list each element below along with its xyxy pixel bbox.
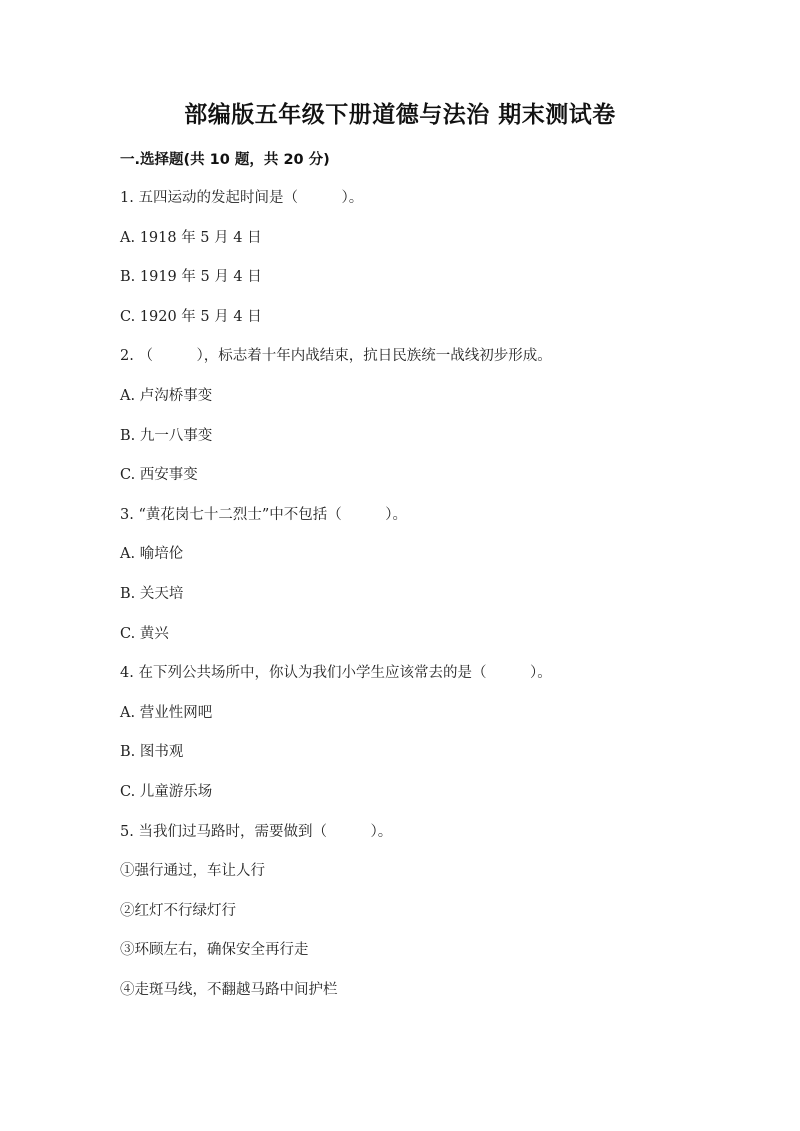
answer-option: A. 1918 年 5 月 4 日 [120,229,262,246]
question-stem: 2. （ ），标志着十年内战结束，抗日民族统一战线初步形成。 [120,348,552,365]
answer-option: ④走斑马线，不翻越马路中间护栏 [120,981,338,998]
answer-option: ③环顾左右，确保安全再行走 [120,942,309,959]
answer-option: B. 九一八事变 [120,427,213,444]
answer-option: C. 1920 年 5 月 4 日 [120,308,262,325]
answer-option: ①强行通过，车让人行 [120,863,265,880]
answer-option: B. 关天培 [120,585,184,602]
question-stem: 3. “黄花岗七十二烈士”中不包括（ ）。 [120,506,408,523]
page-title: 部编版五年级下册道德与法治 期末测试卷 [184,102,616,128]
answer-option: A. 营业性网吧 [120,704,213,721]
answer-option: C. 黄兴 [120,625,169,642]
section-heading: 一.选择题(共 10 题，共 20 分) [120,152,330,168]
question-stem: 1. 五四运动的发起时间是（ ）。 [120,190,364,206]
answer-option: ②红灯不行绿灯行 [120,902,236,919]
answer-option: A. 卢沟桥事变 [120,387,213,404]
answer-option: C. 儿童游乐场 [120,783,213,800]
answer-option: A. 喻培伦 [120,546,184,563]
question-stem: 4. 在下列公共场所中，你认为我们小学生应该常去的是（ ）。 [120,665,552,682]
question-list [120,188,760,1019]
answer-option: C. 西安事变 [120,467,198,484]
question-stem: 5. 当我们过马路时，需要做到（ ）。 [120,823,393,840]
answer-option: B. 图书观 [120,744,184,761]
answer-option: B. 1919 年 5 月 4 日 [120,269,262,286]
